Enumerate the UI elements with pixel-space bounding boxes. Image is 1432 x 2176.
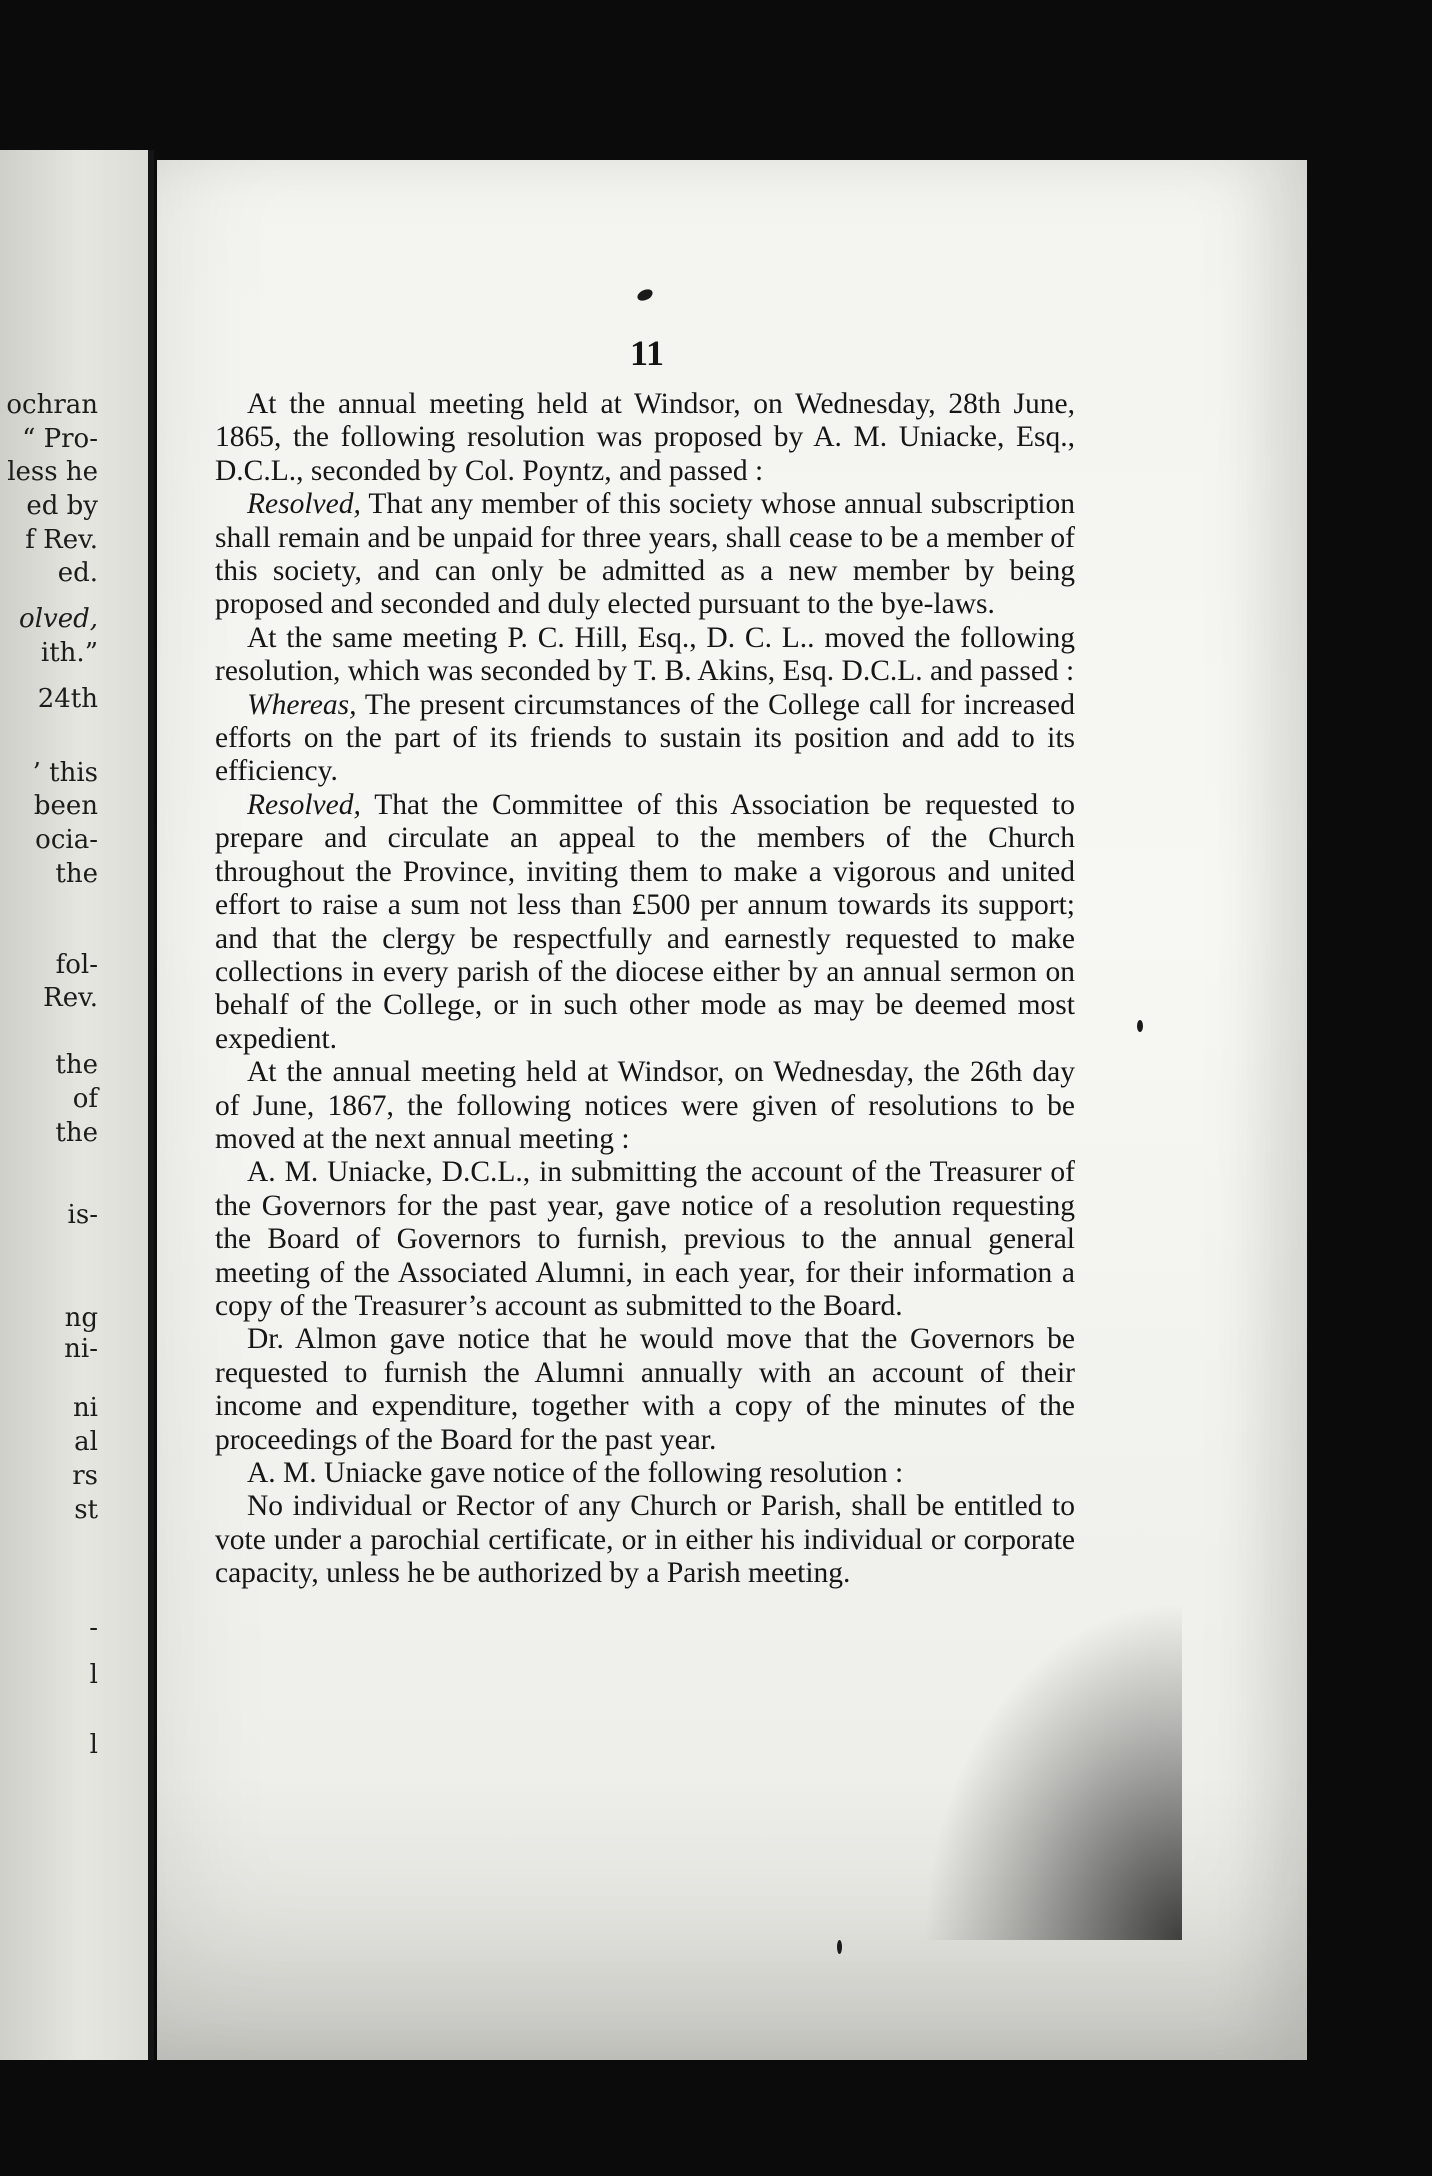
paragraph-text: A. M. Uniacke, D.C.L., in submitting the account of the Treasurer of the Governors for the past year, gave notice of a resolution requesting the Board of Governors to furnish, previous to the annual general meeting of the Associated Alumni, in each year, for their information a copy of the Treasurer’s account as submitted to the Board. xyxy=(215,1156,1075,1322)
facing-page-fragment: - xyxy=(89,1613,98,1643)
scan-vignette xyxy=(922,1600,1182,1940)
paragraph-text: At the annual meeting held at Windsor, on Wednesday, the 26th day of June, 1867, the following notices were given of resolutions to be moved at the next annual meeting : xyxy=(215,1056,1075,1155)
facing-page-fragment: ng xyxy=(64,1303,98,1333)
paragraph xyxy=(215,488,1075,622)
paragraph-lead: Resolved, xyxy=(247,488,361,521)
facing-page-fragment: l xyxy=(89,1730,98,1760)
paragraph-text: At the annual meeting held at Windsor, on Wednesday, 28th June, 1865, the following resolution was proposed by A. M. Uniacke, Esq., D.C.L., seconded by Col. Poyntz, and passed : xyxy=(215,388,1075,487)
facing-page-fragment: olved, xyxy=(19,604,98,634)
document-page xyxy=(157,160,1307,2060)
facing-page-fragment: ’ this xyxy=(32,758,98,788)
facing-page-fragment: ed by xyxy=(26,491,98,521)
page-gutter xyxy=(148,150,154,2060)
ink-speck xyxy=(837,1940,842,1954)
page-number: 11 xyxy=(629,333,664,373)
facing-page-fragment: is- xyxy=(67,1200,98,1230)
page-body xyxy=(215,388,1075,1591)
paragraph xyxy=(215,789,1075,1056)
facing-page-fragment: the xyxy=(55,1118,98,1148)
paragraph-lead: Whereas, xyxy=(247,688,357,721)
facing-page-fragment: al xyxy=(74,1427,98,1457)
paragraph xyxy=(215,1457,1075,1490)
facing-page-fragment: ni- xyxy=(64,1334,98,1364)
paragraph-text: No individual or Rector of any Church or Parish, shall be entitled to vote under a parochial certificate, or in either his individual or corporate capacity, unless he be authorized by a Parish meeting. xyxy=(215,1490,1075,1590)
paragraph-text: At the same meeting P. C. Hill, Esq., D. C. L.. moved the following resolution, which was seconded by T. B. Akins, Esq. D.C.L. and passed : xyxy=(215,621,1075,688)
facing-page-fragment: ochran xyxy=(6,390,98,420)
paragraph-text: The present circumstances of the College call for increased efforts on the part of its friends to sustain its position and add to its efficiency. xyxy=(215,688,1075,788)
facing-page-fragment: Rev. xyxy=(43,983,98,1013)
facing-page-fragment: f Rev. xyxy=(25,525,98,555)
paragraph xyxy=(215,1156,1075,1323)
paragraph-text: A. M. Uniacke gave notice of the following resolution : xyxy=(247,1457,904,1489)
facing-page-fragment: the xyxy=(55,1050,98,1080)
paragraph xyxy=(215,1056,1075,1156)
facing-page-fragment: ni xyxy=(72,1393,98,1423)
paragraph-text: That the Committee of this Association be requested to prepare and circulate an appeal to the members of the Church throughout the Province, inviting them to make a vigorous and united effort to raise a sum not less than £500 per annum towards its support; and that the clergy be respectfully and earnestly requested to make collections in every parish of the diocese either by an annual sermon on behalf of the College, or in such other mode as may be deemed most expedient. xyxy=(215,788,1075,1055)
facing-page-fragment: rs xyxy=(72,1461,98,1491)
facing-page-fragment: ith.” xyxy=(40,638,98,668)
facing-page-fragment: 24th xyxy=(37,684,98,714)
facing-page-fragment: fol- xyxy=(55,950,98,980)
paragraph-lead: Resolved, xyxy=(247,788,361,821)
facing-page-fragment: less he xyxy=(7,457,98,487)
facing-page-fragment: been xyxy=(33,791,98,821)
paragraph xyxy=(215,689,1075,789)
paragraph xyxy=(215,1323,1075,1457)
facing-page-fragment: ocia- xyxy=(35,825,98,855)
facing-page-fragment: of xyxy=(72,1084,98,1114)
ink-speck xyxy=(636,287,655,303)
facing-page-fragment: “ Pro- xyxy=(22,424,98,454)
paragraph-text: That any member of this society whose annual subscription shall remain and be unpaid for three years, shall cease to be a member of this society, and can only be admitted as a new member by being proposed and seconded and duly elected pursuant to the bye-laws. xyxy=(215,488,1075,621)
paragraph-text: Dr. Almon gave notice that he would move that the Governors be requested to furnish the Alumni annually with an account of their income and expenditure, together with a copy of the minutes of the proceedings of the Board for the past year. xyxy=(215,1323,1075,1456)
facing-page-fragment: st xyxy=(74,1495,98,1525)
facing-page-fragment: ed. xyxy=(57,558,98,588)
facing-page-fragment: the xyxy=(55,859,98,889)
paragraph xyxy=(215,622,1075,689)
paragraph xyxy=(215,388,1075,488)
facing-page-fragment: l xyxy=(89,1660,98,1690)
ink-speck xyxy=(1137,1020,1143,1032)
paragraph xyxy=(215,1490,1075,1590)
